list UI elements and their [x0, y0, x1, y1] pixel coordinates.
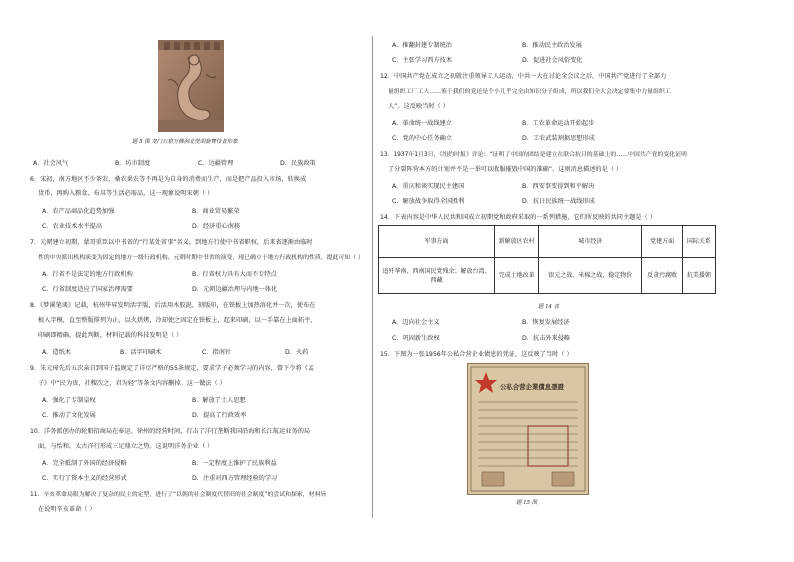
table-header-row [379, 226, 716, 258]
q8-option-d[interactable]: D．火药 [285, 349, 309, 356]
q8-text-line-3: 印刷即精确。提此判断，材料记载的科技发明是（ ） [38, 332, 183, 339]
q11-text-line-2: 在说明辛亥革命（ ） [38, 506, 96, 513]
q8-option-c[interactable]: C．指南针 [202, 349, 232, 356]
q5-option-d[interactable]: D．民族政策 [280, 160, 316, 167]
table-header-cell: 军事方面 [379, 226, 495, 258]
fig5-caption: 题 5 图 龙门石窟万佛洞北壁胡旋舞伎者形象 [132, 139, 238, 145]
q7-option-d[interactable]: D．元朝边疆治理与内地一体化 [192, 286, 278, 293]
q13-text-line-2: 了分裂阵营本方的计划并不是一举可以收服摧毁中国的准确”。这则消息描述的是（ ） [388, 166, 623, 173]
table-header-cell: 新解放区农村 [495, 226, 539, 258]
q10-option-b[interactable]: B．一定程度上维护了民族利益 [192, 460, 277, 467]
q6-option-a[interactable]: A．农产品商品化趋势加强 [42, 208, 115, 215]
q12-option-d[interactable]: D．工农武装割据思想形成 [522, 135, 595, 142]
column-divider [372, 36, 373, 518]
q7-option-b[interactable]: B．行省权力具有大而不专特点 [192, 271, 277, 278]
q11-option-b[interactable]: B．推动民主政治发展 [522, 42, 582, 49]
table-cell: 抗美援朝 [682, 258, 715, 294]
q5-option-b[interactable]: B．坊市制度 [115, 160, 151, 167]
q12-text-line-3: 人”。这反映当时（ ） [388, 103, 449, 110]
q12-option-c[interactable]: C．党的中心任务确立 [392, 135, 453, 142]
q14-table [378, 225, 716, 294]
q6-text-line-2: 货币，再购入粮食、布帛等生活必需品，这一现象说明宋朝（ ） [38, 190, 214, 197]
table-cell: 追歼华南、西南国民党残余；解放台湾、西藏 [379, 258, 495, 294]
table-header-cell: 城市经济 [539, 226, 642, 258]
q6-option-d[interactable]: D．经济重心南移 [192, 223, 241, 230]
q5-option-c[interactable]: C．边疆管理 [198, 160, 234, 167]
fig15-certificate-title: 公私合营企業債息憑證 [500, 383, 564, 391]
q15-text: 15．下图为一张1956年公私合营企业债息的凭证，这反映了当时（ ） [380, 351, 573, 358]
q14-option-b[interactable]: B．恢复发展经济 [522, 319, 570, 326]
table14-caption: 题 14 表 [538, 304, 560, 310]
q8-text-line-1: 8．《梦溪笔谈》记载，杭州毕昇发明活字版，后活用木胶泥，刻版印，在铁板上加热溶化并一次，使布在 [30, 302, 316, 309]
q9-option-b[interactable]: B．解放了士人思想 [192, 397, 246, 404]
q7-text-line-2: 性的中央派出机构演变为固定的地方一级行政机构。元朝时期中书省的演变，现已确立于地方行政机构的性质，提此可知（ ） [38, 255, 364, 261]
q11-option-c[interactable]: C．主张学习西方技术 [392, 57, 453, 64]
q11-option-a[interactable]: A．推翻封建专制统治 [392, 42, 452, 49]
q9-text-line-2: 子》中“民为贵，社稷次之，君为轻”等条文内容删掉。这一做法（ ） [38, 380, 226, 387]
fig15-certificate-image [467, 363, 589, 495]
q13-option-a[interactable]: A．重庆和谈实现民主建国 [392, 183, 465, 190]
q7-option-a[interactable]: A．行省不是法定的地方行政机构 [42, 271, 133, 278]
q11-text-line-1: 11．辛亥革命局限为解决了复杂的民主的定型，进行了“以朝的社会制度代替旧的社会制度”的尝试和探索，材料旨 [30, 492, 327, 498]
q10-option-c[interactable]: C．实行了资本主义的经营形式 [42, 475, 127, 482]
q10-text-line-2: 面，与怡和、太古洋行形成三足鼎立之势。这说明洋务企业（ ） [38, 443, 214, 450]
q8-option-a[interactable]: A．造纸术 [42, 349, 71, 356]
q14-text: 14．下表内容是中华人民共和国成立初期党和政府采取的一系列措施，它们所反映的共同主题是（ ） [380, 214, 656, 221]
table-cell: 完成土地改革 [495, 258, 539, 294]
q9-option-a[interactable]: A．强化了专制皇权 [42, 397, 96, 404]
q10-text-line-1: 10．洋务派创办的轮船招商局在奉运、徐州的经营时间，打击了洋行垄断我国沿海和长江航运业务的局 [30, 428, 311, 435]
q10-option-a[interactable]: A．完全抵制了外国的经济侵略 [42, 460, 127, 467]
table-header-cell: 党建方面 [642, 226, 682, 258]
q14-option-d[interactable]: D．抗击外来侵略 [522, 335, 571, 342]
q9-text-line-1: 9．朱元璋先后五次亲自到国子监规定了详尽严格的55条规定，要求学子必须学习的内容，曾下令将《孟 [30, 365, 315, 372]
relief-image-icon [158, 40, 224, 132]
q12-text-line-1: 12．中国共产党在成立之初就注重领导工人运动，中共一大在讨论全会议之后，中国共产党进行了全部力 [380, 73, 667, 80]
q11-option-d[interactable]: D．促进社会风俗变化 [522, 57, 583, 64]
q8-text-line-2: 植入字模，直至整版排列为止，以火烘烤，冷却使之固定在铁板上，起来印刷，以一手靠在上面拓平， [38, 317, 317, 324]
q14-option-c[interactable]: C．巩固新生政权 [392, 335, 440, 342]
q7-text-line-1: 7．元朝建立初期，蒙哥重臣以中书省的“行某处省事”名义，到地方行使中书省职权，后来省逐渐由临时 [30, 239, 313, 246]
q8-option-b[interactable]: B．活字印刷术 [120, 349, 162, 356]
q13-text-line-1: 13．1937年1月3日，《纽约时报》评论：“证明了中国的团结是建立在联合抗日的基础上的……中国共产党的变化证明 [380, 152, 687, 158]
q12-option-a[interactable]: A．革命统一战线建立 [392, 120, 452, 127]
q6-option-c[interactable]: C．农业技术水平提高 [42, 223, 103, 230]
fig15-caption: 题 15 图 [516, 500, 538, 506]
q7-option-c[interactable]: C．行省制度适应了国家治理需要 [42, 286, 133, 293]
q9-option-d[interactable]: D．提高了行政效率 [192, 412, 247, 419]
q13-option-d[interactable]: D．抗日民族统一战线形成 [522, 198, 595, 205]
q13-option-c[interactable]: C．解放战争取得全国胜利 [392, 198, 465, 205]
q12-option-b[interactable]: B．工农革命运动开始起步 [522, 120, 595, 127]
table-cell: 反贪污腐败 [642, 258, 682, 294]
table-cell: 银元之战、米棉之战，稳定物价 [539, 258, 642, 294]
table-header-cell: 国际关系 [682, 226, 715, 258]
fig5-relief-image [158, 40, 224, 132]
q10-option-d[interactable]: D．注重对西方管理经验的学习 [192, 475, 278, 482]
q12-text-line-2: 量组织工厂工人……鉴于我们的党还是个小几乎完全由知识分子组成，所以我们全大会决定要集中力量组织工 [388, 89, 671, 95]
q6-option-b[interactable]: B．商业贸易繁荣 [192, 208, 240, 215]
q9-option-c[interactable]: C．推动了文化发展 [42, 412, 96, 419]
q5-option-a[interactable]: A．社会风气 [33, 160, 69, 167]
table-row [379, 258, 716, 294]
q13-option-b[interactable]: B．西安事变得到和平解决 [522, 183, 595, 190]
q6-text-line-1: 6．宋初，南方地区不少茶农、桑农果农等不再是为自身的消费而生产，而是把产品投入市场，转换成 [30, 176, 307, 183]
q14-option-a[interactable]: A．迈向社会主义 [392, 319, 440, 326]
